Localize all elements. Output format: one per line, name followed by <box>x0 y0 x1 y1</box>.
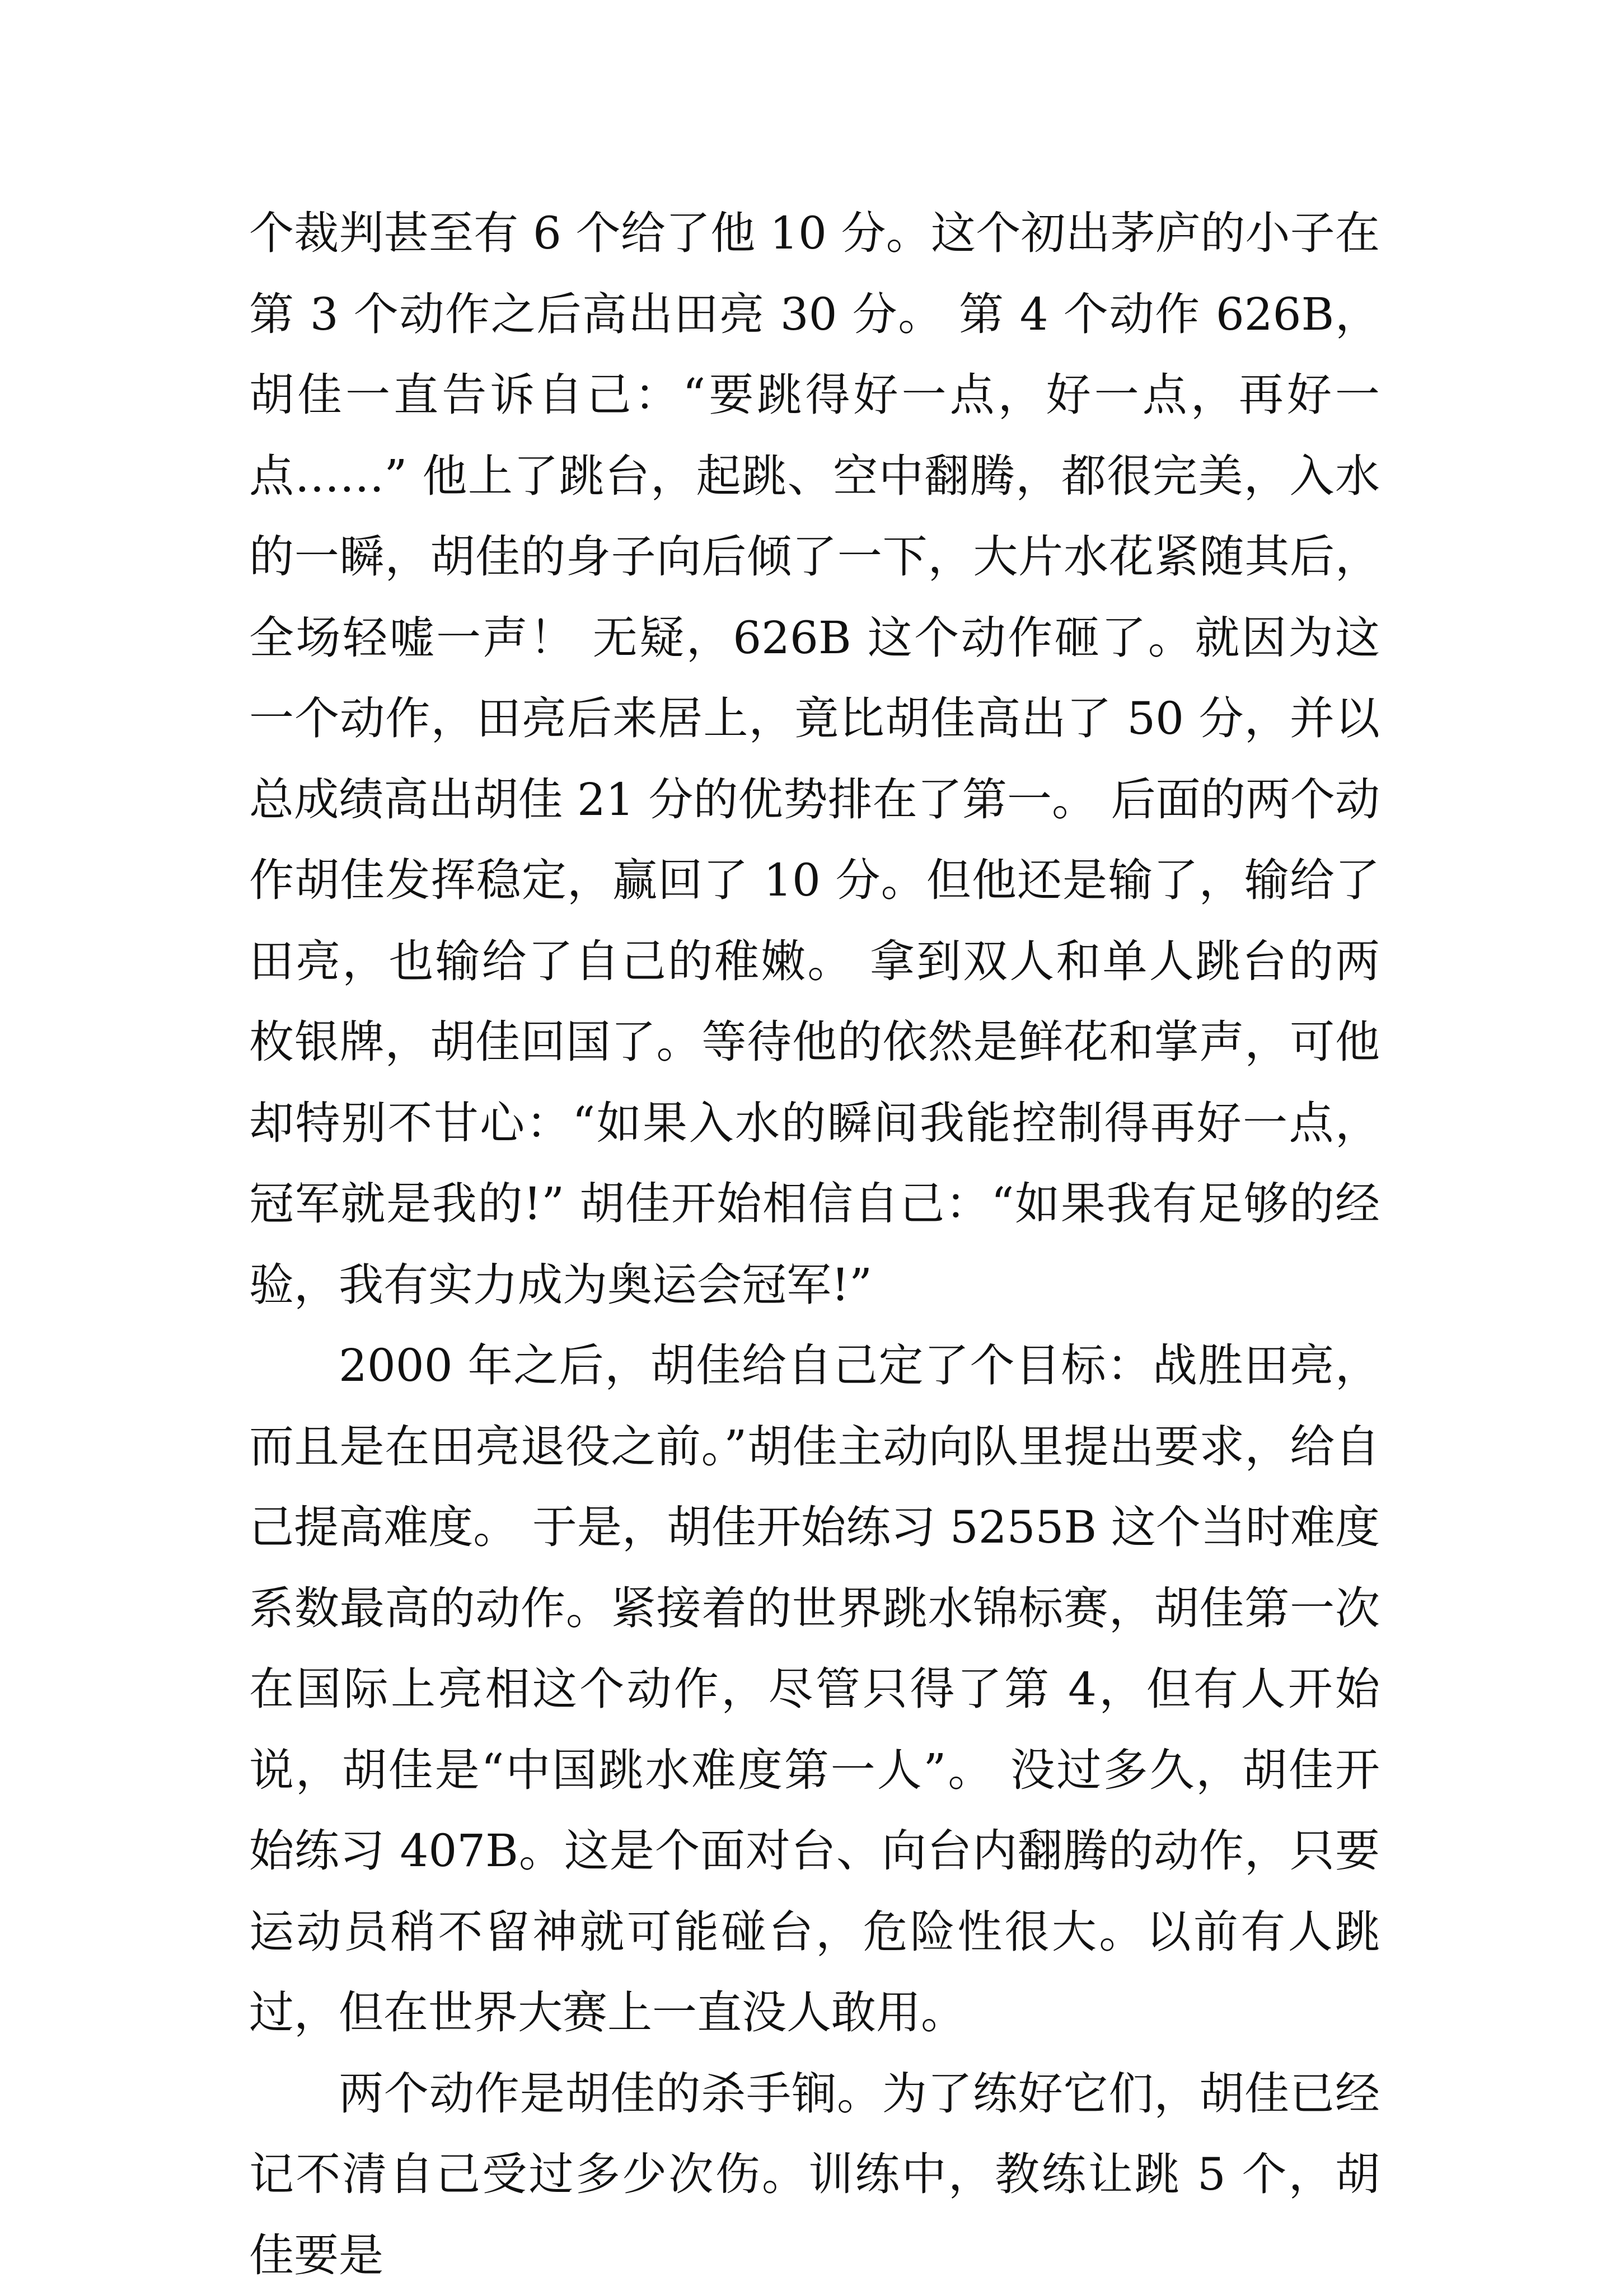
paragraph-3: 两个动作是胡佳的杀手锏。为了练好它们，胡佳已经记不清自己受过多少次伤。训练中，教练让跳 5 个，胡佳要是 <box>249 2054 1380 2296</box>
paragraph-2: 2000 年之后，胡佳给自己定了个目标：战胜田亮，而且是在田亮退役之前。”胡佳主动向队里提出要求，给自己提高难度。 于是，胡佳开始练习 5255B 这个当时难度系数最高的动作。紧接着的世界跳水锦标赛，胡佳第一次在国际上亮相这个动作，尽管只得了第 4，但有人开始说，胡佳是“中国跳水难度第一人”。 没过多久，胡佳开始练习 407B。这是个面对台、向台内翻腾的动作，只要运动员稍不留神就可能碰台，危险性很大。以前有人跳过，但在世界大赛上一直没人敢用。 <box>249 1325 1380 2054</box>
article-body <box>249 193 1380 2296</box>
paragraph-1: 个裁判甚至有 6 个给了他 10 分。这个初出茅庐的小子在第 3 个动作之后高出田亮 30 分。 第 4 个动作 626B，胡佳一直告诉自己：“要跳得好一点，好一点，再好一点……” 他上了跳台，起跳、空中翻腾，都很完美，入水的一瞬，胡佳的身子向后倾了一下，大片水花紧随其后，全场轻嘘一声！ 无疑，626B 这个动作砸了。就因为这一个动作，田亮后来居上，竟比胡佳高出了 50 分，并以总成绩高出胡佳 21 分的优势排在了第一。 后面的两个动作胡佳发挥稳定，赢回了 10 分。但他还是输了，输给了田亮，也输给了自己的稚嫩。 拿到双人和单人跳台的两枚银牌，胡佳回国了。等待他的依然是鲜花和掌声，可他却特别不甘心：“如果入水的瞬间我能控制得再好一点，冠军就是我的!” 胡佳开始相信自己：“如果我有足够的经验，我有实力成为奥运会冠军!” <box>249 193 1380 1325</box>
